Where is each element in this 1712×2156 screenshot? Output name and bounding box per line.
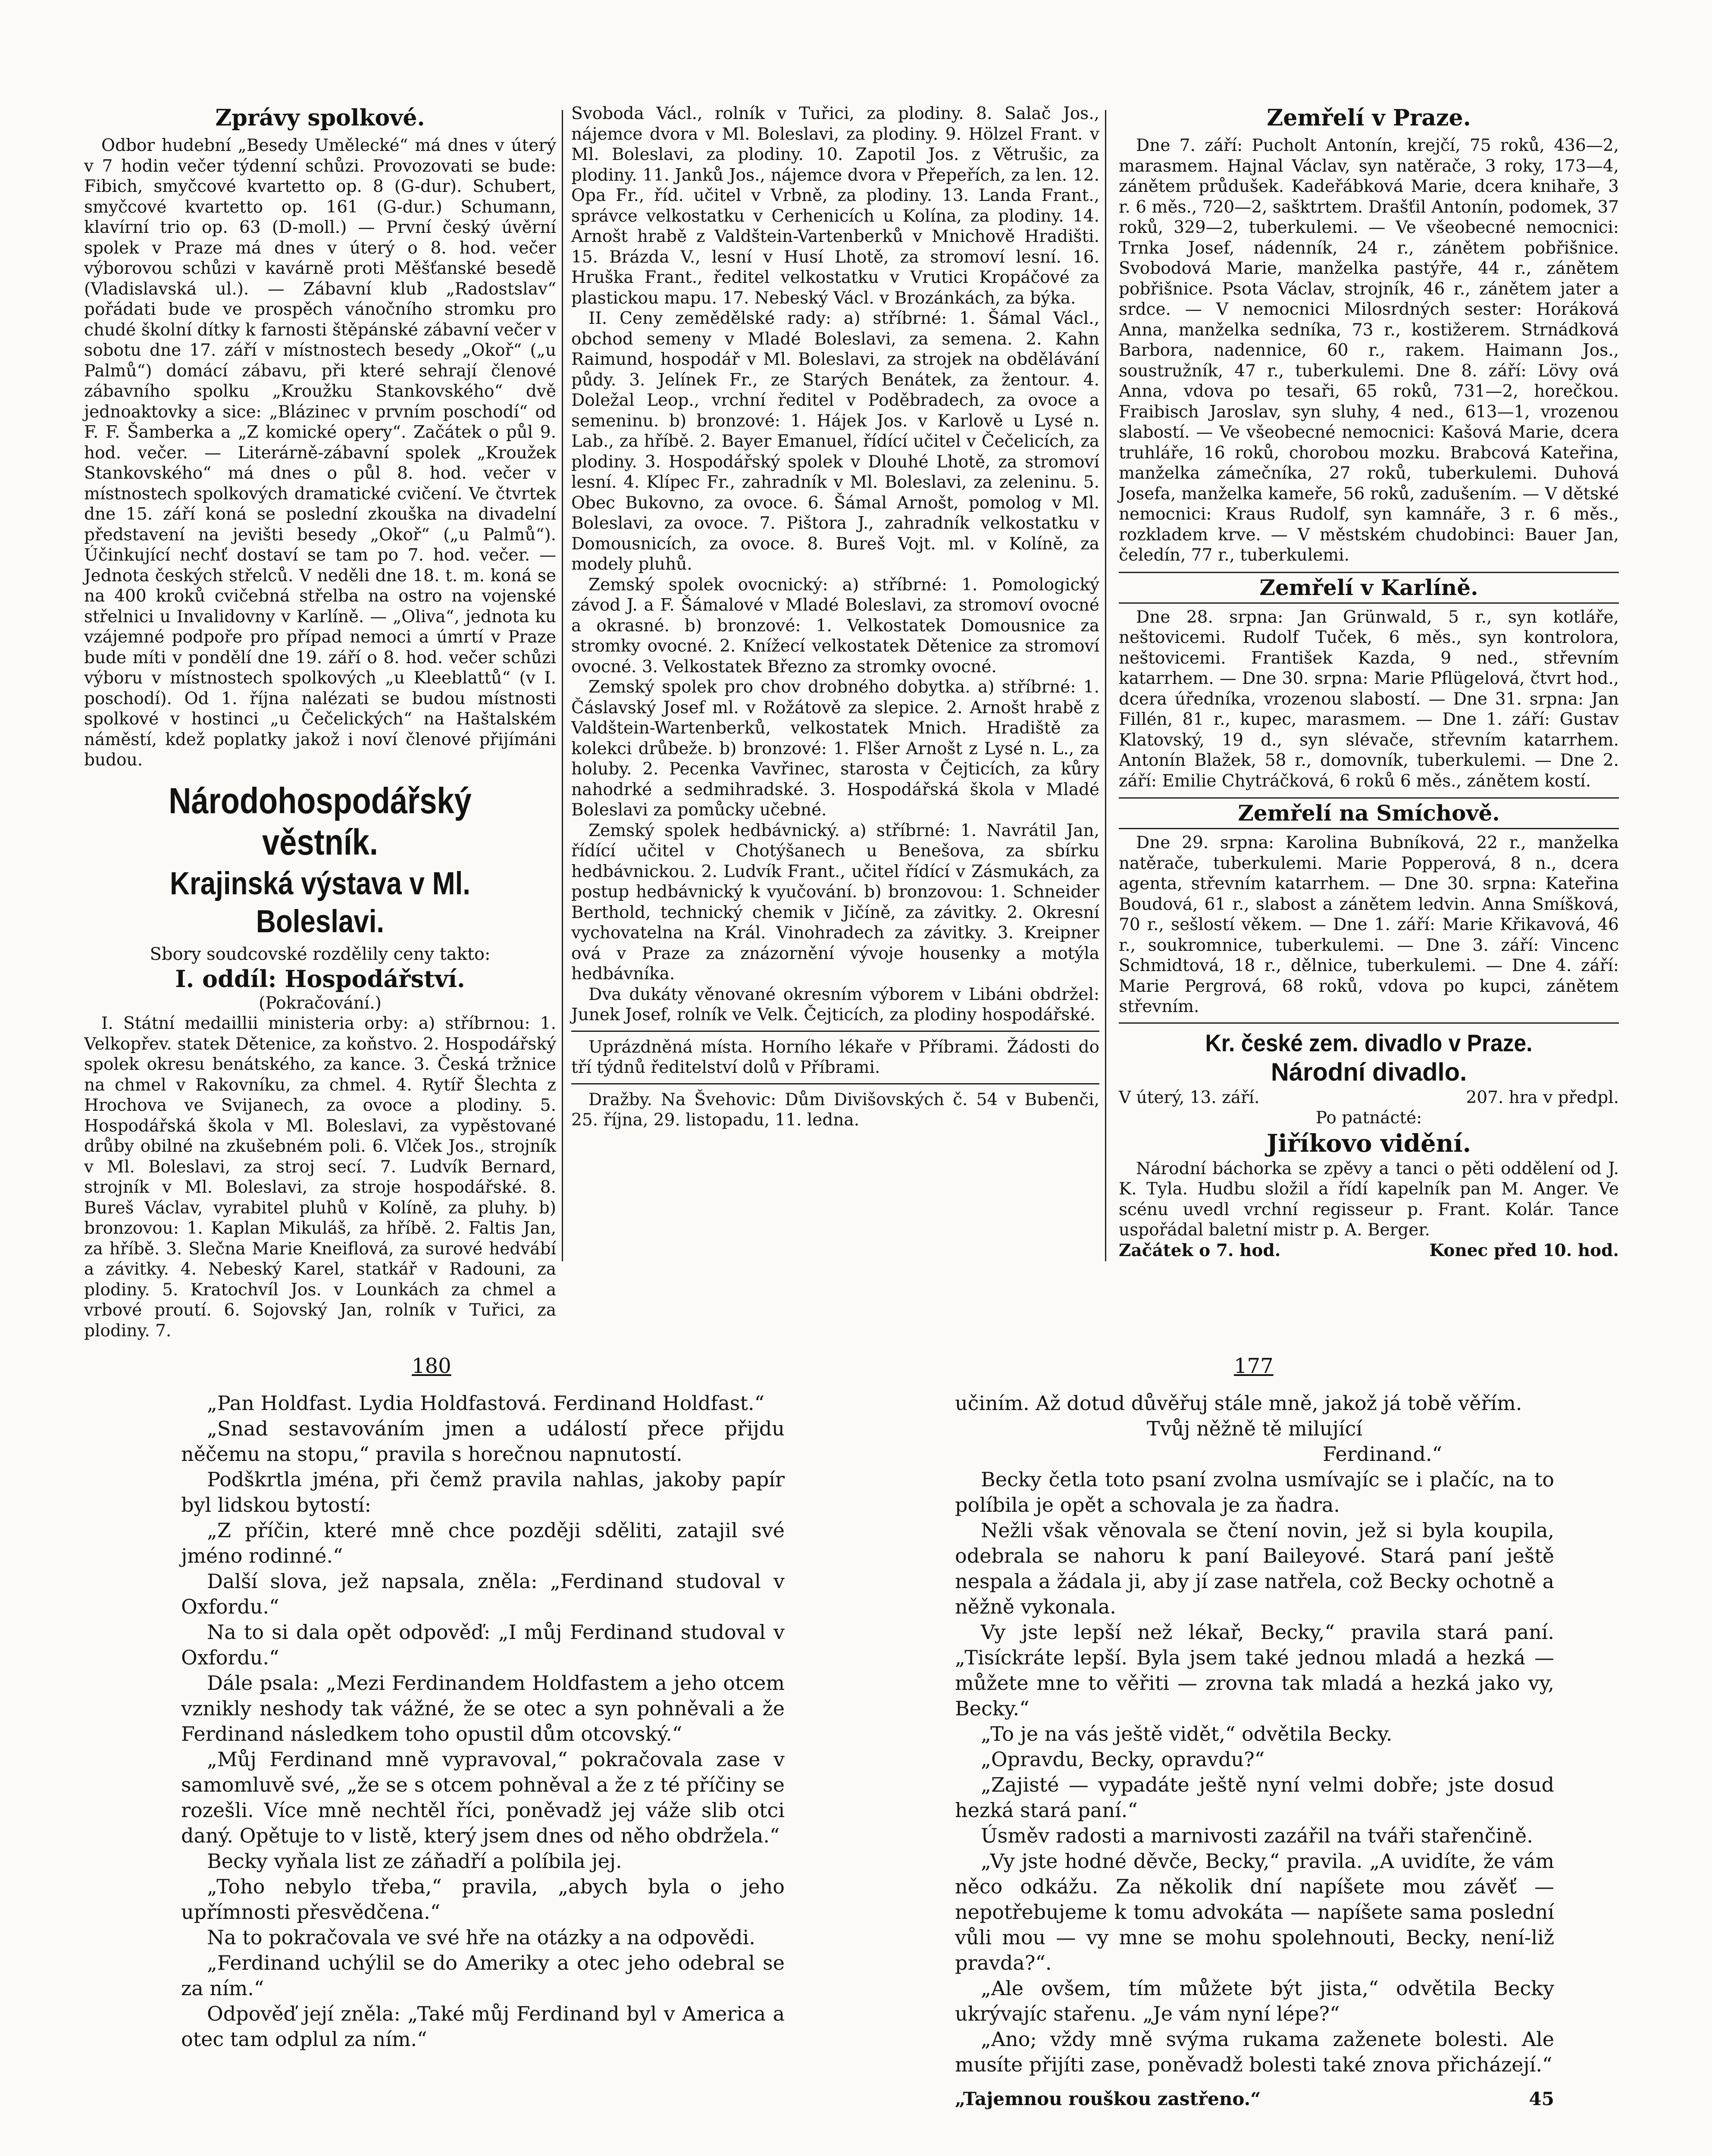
novel-paragraph: „Vy jste hodné děvče, Becky,“ pravila. „A uvidíte, že vám něco odkážu. Za několik dní napíšete mou závěť — nepotřebujeme k tomu advokáta — napíšete sama poslední vůli mou — vy mne se mohu spolehnouti, Becky, není-liž pravda?“.: [955, 1849, 1554, 1974]
novel-paragraph: „Ano; vždy mně svýma rukama zaženete bolesti. Ale musíte přijíti zase, poněvadž bolesti také znova přicházejí.“: [955, 2028, 1554, 2076]
heading-deaths-prague: Zemřelí v Praze.: [1267, 105, 1471, 131]
column-divider: [562, 110, 563, 1261]
economic-bulletin-title: Národohospodářský věstník.: [169, 780, 472, 862]
novel-paragraph: Vy jste lepší než lékař, Becky,“ pravila stará paní. „Tisíckráte lepší. Byla jsem také jednou mladá a hezká — můžete mne to věřiti — zrovna tak mladá a hezká jako vy, Becky.“: [955, 1620, 1554, 1720]
awards-text: I. Státní medaillii ministeria orby: a) stříbrnou: 1. Velkopřev. statek Dětenice, za koňstvo. 2. Hospodářský spolek okresu benátského, za kance. 3. Česká tržnice na chmel v Rakovníku, za chmel. 4. Rytíř Šlechta z Hrochova ve Svijanech, za ovoce a plodiny. 5. Hospodářská škola v Ml. Boleslavi, za vypěstované drůby obilné na zkušebném poli. 6. Vlček Jos., strojník v Ml. Boleslavi, za stroj secí. 7. Ludvík Bernard, strojník v Ml. Boleslavi, za stroje hospodářské. 8. Bureš Václav, vyrabitel pluhů v Kolíně, za pluhy. b) bronzovou: 1. Kaplan Mikuláš, za hříbě. 2. Faltis Jan, za hříbě. 3. Slečna Marie Kneiflová, za surové hedvábí a závitky. 4. Nebeský Karel, statkář v Radouni, za plodiny. 5. Kratochvíl Jos. v Lounkách za chmel a vrbové proutí. 6. Sojovský Jan, rolník v Tuřici, za plodiny. 7.: [84, 1014, 556, 1341]
novel-paragraph: „Snad sestavováním jmen a událostí přece přijdu něčemu na stopu,“ pravila s horečnou napnutostí.: [181, 1417, 785, 1466]
auctions: Dražby. Na Švehovic: Dům Divišovských č. 54 v Bubenči, 25. října, 29. listopadu, 11. ledna.: [571, 1090, 1099, 1130]
novel-paragraph: „Pan Holdfast. Lydia Holdfastová. Ferdinand Holdfast.“: [207, 1391, 765, 1415]
awards-fruit: Zemský spolek ovocnický: a) stříbrné: 1. Pomologický závod J. a F. Šámalové v Mladé Boleslavi, za stromoví ovocné a okrasné. b) bronzové: 1. Velkostatek Domousnice za stromky ovocné. 2. Knížecí velkostatek Dětenice za stromoví ovocné. 3. Velkostatek Březno za stromky ovocné.: [571, 575, 1099, 677]
column-divider: [1105, 110, 1106, 1261]
novel-paragraph: Na to pokračovala ve své hře na otázky a na odpovědi.: [207, 1926, 755, 1949]
novel-paragraph: „Ferdinand uchýlil se do Ameriky a otec jeho odebral se za ním.“: [181, 1951, 785, 2000]
heading-deaths-karlin: Zemřelí v Karlíně.: [1119, 572, 1619, 604]
news-column-right: [1119, 103, 1619, 1261]
novel-paragraph: Na to si dala opět odpověď: „I můj Ferdinand studoval v Oxfordu.“: [181, 1620, 785, 1669]
novel-paragraph: Odpověď její zněla: „Také můj Ferdinand byl v America a otec tam odplul za ním.“: [181, 2002, 785, 2051]
letter-closing: Tvůj něžně tě milující: [1146, 1417, 1363, 1440]
theatre-title: Kr. české zem. divadlo v Praze.: [1205, 1029, 1533, 1056]
performance-date-row: [1119, 1087, 1619, 1108]
footer-title: „Tajemnou rouškou zastřeno.“: [955, 2088, 1261, 2109]
novel-page-right: [955, 1391, 1554, 2112]
performance-date: V úterý, 13. září.: [1119, 1087, 1260, 1107]
divider: [571, 1083, 1099, 1084]
novel-paragraph: „Toho nebylo třeba,“ pravila, „abych byla o jeho upřímnosti přesvědčena.“: [181, 1875, 785, 1924]
awards-ducats: Dva dukáty věnované okresním výborem v Libáni obdržel: Junek Josef, rolník ve Velk. Čejticích, za plodiny hospodářské.: [571, 984, 1099, 1025]
novel-paragraph: Úsměv radosti a marnivosti zazářil na tváři stařenčině.: [981, 1824, 1533, 1847]
novel-paragraph: Podškrtla jména, při čemž pravila nahlas, jakoby papír byl lidskou bytostí:: [181, 1468, 785, 1517]
divider: [571, 1031, 1099, 1032]
awards-livestock: Zemský spolek pro chov drobného dobytka. a) stříbrné: 1. Čáslavský Josef ml. v Rožátově za slepice. 2. Arnošt hrabě z Valdštein-Wartenberků, velkostatek Mnich. Hradiště za kolekci drůbeže. b) bronzové: 1. Flšer Arnošt z Lysé n. L., za holuby. 2. Pecenka Vavřinec, starosta v Čejticích, za kůry nahodrké a sedmihradské. 3. Hospodářská škola v Mladé Boleslavi za pomůcky učebné.: [571, 677, 1099, 820]
exhibition-title: Krajinská výstava v Ml. Boleslavi.: [170, 865, 470, 939]
heading-deaths-smichov: Zemřelí na Smíchově.: [1119, 797, 1619, 829]
novel-paragraph: Nežli však věnovala se čtení novin, jež si byla koupila, odebrala se nahoru k paní Baileyové. Stará paní ještě nespala a žádala ji, aby jí zase natřela, což Becky ochotně a něžně vykonala.: [955, 1519, 1554, 1618]
novel-paragraph: Becky četla toto psaní zvolna usmívajíc se i plačíc, na to políbila je opět a schovala je za ňadra.: [955, 1468, 1554, 1517]
novel-paragraph: „To je na vás ještě vidět,“ odvětila Becky.: [981, 1722, 1393, 1745]
continuation-note: (Pokračování.): [259, 993, 382, 1013]
performance-count: Po patnácté:: [1315, 1108, 1422, 1128]
novel-paragraph: Becky vyňala list ze záňadří a políbila jej.: [207, 1849, 622, 1873]
novel-page-left: [181, 1391, 785, 2052]
play-description: Národní báchorka se zpěvy a tanci o pěti oddělení od J. K. Tyla. Hudbu složil a řídí kapelník pan M. Anger. Ve scénu uvedl vrchní regisseur p. Frant. Kolár. Tance uspořádal baletní mistr p. A. Berger.: [1119, 1159, 1619, 1240]
divider: [1119, 1022, 1619, 1024]
novel-paragraph: Další slova, jež napsala, zněla: „Ferdinand studoval v Oxfordu.“: [181, 1570, 785, 1618]
play-title: Jiříkovo vidění.: [1266, 1129, 1471, 1158]
page-number-right: 177: [1234, 1354, 1274, 1378]
deaths-smichov-text: Dne 29. srpna: Karolina Bubníková, 22 r., manželka natěrače, tuberkulemi. Marie Popperová, 8 n., dcera agenta, střevním katarrhem. — Dne 30. srpna: Kateřina Boudová, 61 r., slabost a zánětem ledvin. Anna Smíšková, 70 r., sešlostí věkem. — Dne 1. září: Marie Křikavová, 46 r., soukromnice, tuberkulemi. — Dne 3. září: Vincenc Schmidtová, 18 r., dělnice, tuberkulemi. — Dne 4. září: Marie Pergrová, 68 roků, vdova po kupci, zánětem střevním.: [1119, 833, 1619, 1016]
novel-paragraph: učiním. Až dotud důvěřuj stále mně, jakož já tobě věřím.: [955, 1391, 1522, 1415]
novel-paragraph: „Můj Ferdinand mně vypravoval,“ pokračovala zase v samomluvě své, „že se s otcem pohněval a že z té příčiny se rozešli. Více mně nechtěl říci, poněvadž jej váže slib otci daný. Opětuje to v listě, který jsem dnes od něho obdržela.“: [181, 1748, 785, 1847]
heading-club-news: Zprávy spolkové.: [215, 105, 425, 131]
novel-paragraph: „Z příčin, které mně chce později sděliti, zatajil své jméno rodinné.“: [181, 1519, 785, 1567]
awards-council: II. Ceny zemědělské rady: a) stříbrné: 1. Šámal Václ., obchod semeny v Mladé Boleslavi, za semena. 2. Kahn Raimund, hospodář v Ml. Boleslavi, za strojek na obdělávání půdy. 3. Jelínek Fr., ze Starých Benátek, za žentour. 4. Doležal Leop., vrchní ředitel v Poděbradech, za ovoce a semeninu. b) bronzové: 1. Hájek Jos. v Karlově u Lysé n. Lab., za hříbě. 2. Bayer Emanuel, řídící učitel v Čečelicích, za plodiny. 3. Hospodářský spolek v Dlouhé Lhotě, za stromoví lesní. 4. Klípec Fr., zahradník v Ml. Boleslavi, za zeleninu. 5. Obec Bukovno, za ovoce. 6. Šámal Arnošt, pomolog v Ml. Boleslavi, za ovoce. 7. Pištora J., zahradník velkostatku v Domousnicích, za ovoce. 8. Bureš Vojt. ml. v Kolíně, za modely pluhů.: [571, 309, 1099, 574]
performance-times: [1119, 1241, 1619, 1261]
section-heading: I. oddíl: Hospodářství.: [175, 965, 465, 993]
awards-silk: Zemský spolek hedbávnický. a) stříbrné: 1. Navrátil Jan, řídící učitel v Chotýšanech u Benešova, za sbírku hedbávnickou. 2. Ludvík Frant., učitel řídící v Zásmukách, za postup hedbávnický k vyučování. b) bronzovou: 1. Schneider Berthold, technický chemik v Jičíně, za závitky. 2. Okresní vychovatelna na Král. Vinohradech za závitky. 3. Kreipner ová v Praze za znázornění vývoje housenky a motýla hedbávníka.: [571, 821, 1099, 984]
letter-signature: Ferdinand.“: [1322, 1442, 1442, 1466]
club-news-text: Odbor hudební „Besedy Umělecké“ má dnes v úterý v 7 hodin večer týdenní schůzi. Provozovati se bude: Fibich, smyčcové kvartetto op. 8 (G-dur). Schubert, smyčcové kvartetto op. 161 (G-dur.) Schumann, klavírní trio op. 63 (D-moll.) — První český úvěrní spolek v Praze má dnes v úterý o 8. hod. večer výborovou schůzi v kavárně proti Měšťanské besedě (Vladislavská ul.). — Zábavní klub „Radostslav“ pořádati bude ve prospěch vánočního stromku pro chudé školní dítky k farnosti štěpánské zábavní večer v sobotu dne 17. září v místnostech besedy „Okoř“ („u Palmů“) domácí zábavu, při které sehrají členové zábavního spolku „Kroužku Stankovského“ dvě jednoaktovky a sice: „Blázinec v prvním poschodí“ od F. F. Šamberka a „Z komické opery“. Začátek o půl 9. hod. večer. — Literárně-zábavní spolek „Kroužek Stankovského“ má dnes o půl 8. hod. večer v místnostech spolkových dramatické cvičení. Ve čtvrtek dne 15. září koná se poslední zkouška na divadelní představení na jevišti besedy „Okoř“ („u Palmů“). Účinkující nechť dostaví se tam po 7. hod. večer. — Jednota českých střelců. V neděli dne 18. t. m. koná se na 400 kroků cvičebná střelba na ostro na vojenské střelnici u Invalidovny v Karlíně. — „Oliva“, jednota ku vzájemné podpoře pro případ nemoci a úmrtí v Praze bude míti v pondělí dne 19. září o 8. hod. večer schůzi výboru v místnostech spolkových „u Kleeblattů“ (v I. poschodí). Od 1. října nalézati se budou místnosti spolkové v hostinci „u Čečelických“ na Haštalském náměstí, kdež poplatky jakož i noví členové přijímáni budou.: [84, 136, 556, 770]
start-time: Začátek o 7. hod.: [1119, 1240, 1281, 1260]
footer-sheet-number: 45: [1529, 2088, 1554, 2109]
novel-paragraph: Dále psala: „Mezi Ferdinandem Holdfastem a jeho otcem vznikly neshody tak vážné, že se otec a syn pohněvali a že Ferdinand následkem toho opustil dům otcovský.“: [181, 1671, 785, 1745]
page-number-left: 180: [412, 1354, 451, 1378]
exhibition-intro: Sbory soudcovské rozdělily ceny takto:: [150, 944, 491, 964]
deaths-prague-text: Dne 7. září: Pucholt Antonín, krejčí, 75 roků, 436—2, marasmem. Hajnal Václav, syn natěrače, 3 roky, 173—4, zánětem průdušek. Kadeřábková Marie, dcera knihaře, 3 r. 6 měs., 720—2, sašktrtem. Drašťil Antonín, podomek, 37 roků, 329—2, tuberkulemi. — Ve všeobecné nemocnici: Trnka Josef, nádenník, 24 r., zánětem pobřišnice. Svobodová Marie, manželka pastýře, 44 r., zánětem pobřišnice. Psota Václav, strojník, 46 r., zánětem jater a srdce. — V nemocnici Milosrdných sester: Horáková Anna, manželka sedníka, 73 r., kostižerem. Strnádková Barbora, nadennice, 60 r., rakem. Haimann Jos., soustružník, 47 r., tuberkulemi. Dne 8. září: Lövy ová Anna, vdova po tesaři, 65 roků, 731—2, horečkou. Fraibisch Jaroslav, syn sluhy, 4 ned., 613—1, vrozenou slabostí. — Ve všeobecné nemocnici: Kašová Marie, dcera truhláře, 16 roků, chorobou mozku. Brabcová Kateřina, manželka zámečníka, 27 roků, tuberkulemi. Duhová Josefa, manželka kameře, 56 roků, zadušením. — V dětské nemocnici: Kraus Rudolf, syn kamnáře, 3 r. 6 měs., rozkladem krve. — V městském chudobinci: Bauer Jan, čeledín, 77 r., tuberkulemi.: [1119, 136, 1619, 565]
awards-text-cont: Svoboda Václ., rolník v Tuřici, za plodiny. 8. Salač Jos., nájemce dvora v Ml. Boleslavi, za plodiny. 9. Hölzel Frant. v Ml. Boleslavi, za plodiny. 10. Zapotil Jos. z Větrušic, za plodiny. 11. Janků Jos., nájemce dvora v Přepeřích, za len. 12. Opa Fr., říd. učitel v Vrbně, za plodiny. 13. Landa Frant., správce velkostatku v Cerhenicích u Kolína, za plodiny. 14. Arnošt hrabě z Valdštein-Vartenberků v Mnichově Hradišti. 15. Brázda V., lesní v Husí Lhotě, za stromoví lesní. 16. Hruška Frant., ředitel velkostatku v Vrutici Kropáčové za plastickou mapu. 17. Nebeský Václ. v Brozánkách, za býka.: [571, 104, 1099, 308]
vacancies: Uprázdněná místa. Horního lékaře v Příbrami. Žádosti do tří týdnů ředitelství dolů v Příbrami.: [571, 1037, 1099, 1077]
deaths-karlin-text: Dne 28. srpna: Jan Grünwald, 5 r., syn kotláře, neštovicemi. Rudolf Tuček, 6 měs., syn kontrolora, neštovicemi. František Kazda, 9 ned., střevním katarrhem. — Dne 30. srpna: Marie Pflügelová, čtvrt hod., dcera úředníka, vrozenou slabostí. — Dne 31. srpna: Jan Fillén, 81 r., kupec, marasmem. — Dne 1. září: Gustav Klatovský, 19 d., syn slévače, střevním katarrhem. Antonín Blažek, 58 r., domovník, tuberkulemi. — Dne 2. září: Emilie Chytráčková, 6 roků 6 měs., zánětem kostí.: [1119, 607, 1619, 791]
novel-paragraph: „Zajisté — vypadáte ještě nyní velmi dobře; jste dosud hezká stará paní.“: [955, 1773, 1554, 1822]
subscription-number: 207. hra v předpl.: [1466, 1087, 1619, 1107]
end-time: Konec před 10. hod.: [1429, 1240, 1619, 1260]
page-footer: [955, 2086, 1554, 2112]
news-column-middle: [571, 103, 1099, 1131]
novel-paragraph: „Opravdu, Becky, opravdu?“: [981, 1748, 1265, 1771]
novel-paragraph: „Ale ovšem, tím můžete být jista,“ odvětila Becky ukrývajíc stařenu. „Je vám nyní lépe?“: [955, 1977, 1554, 2025]
theatre-subtitle: Národní divadlo.: [1271, 1058, 1467, 1086]
news-column-left: [84, 103, 556, 1341]
